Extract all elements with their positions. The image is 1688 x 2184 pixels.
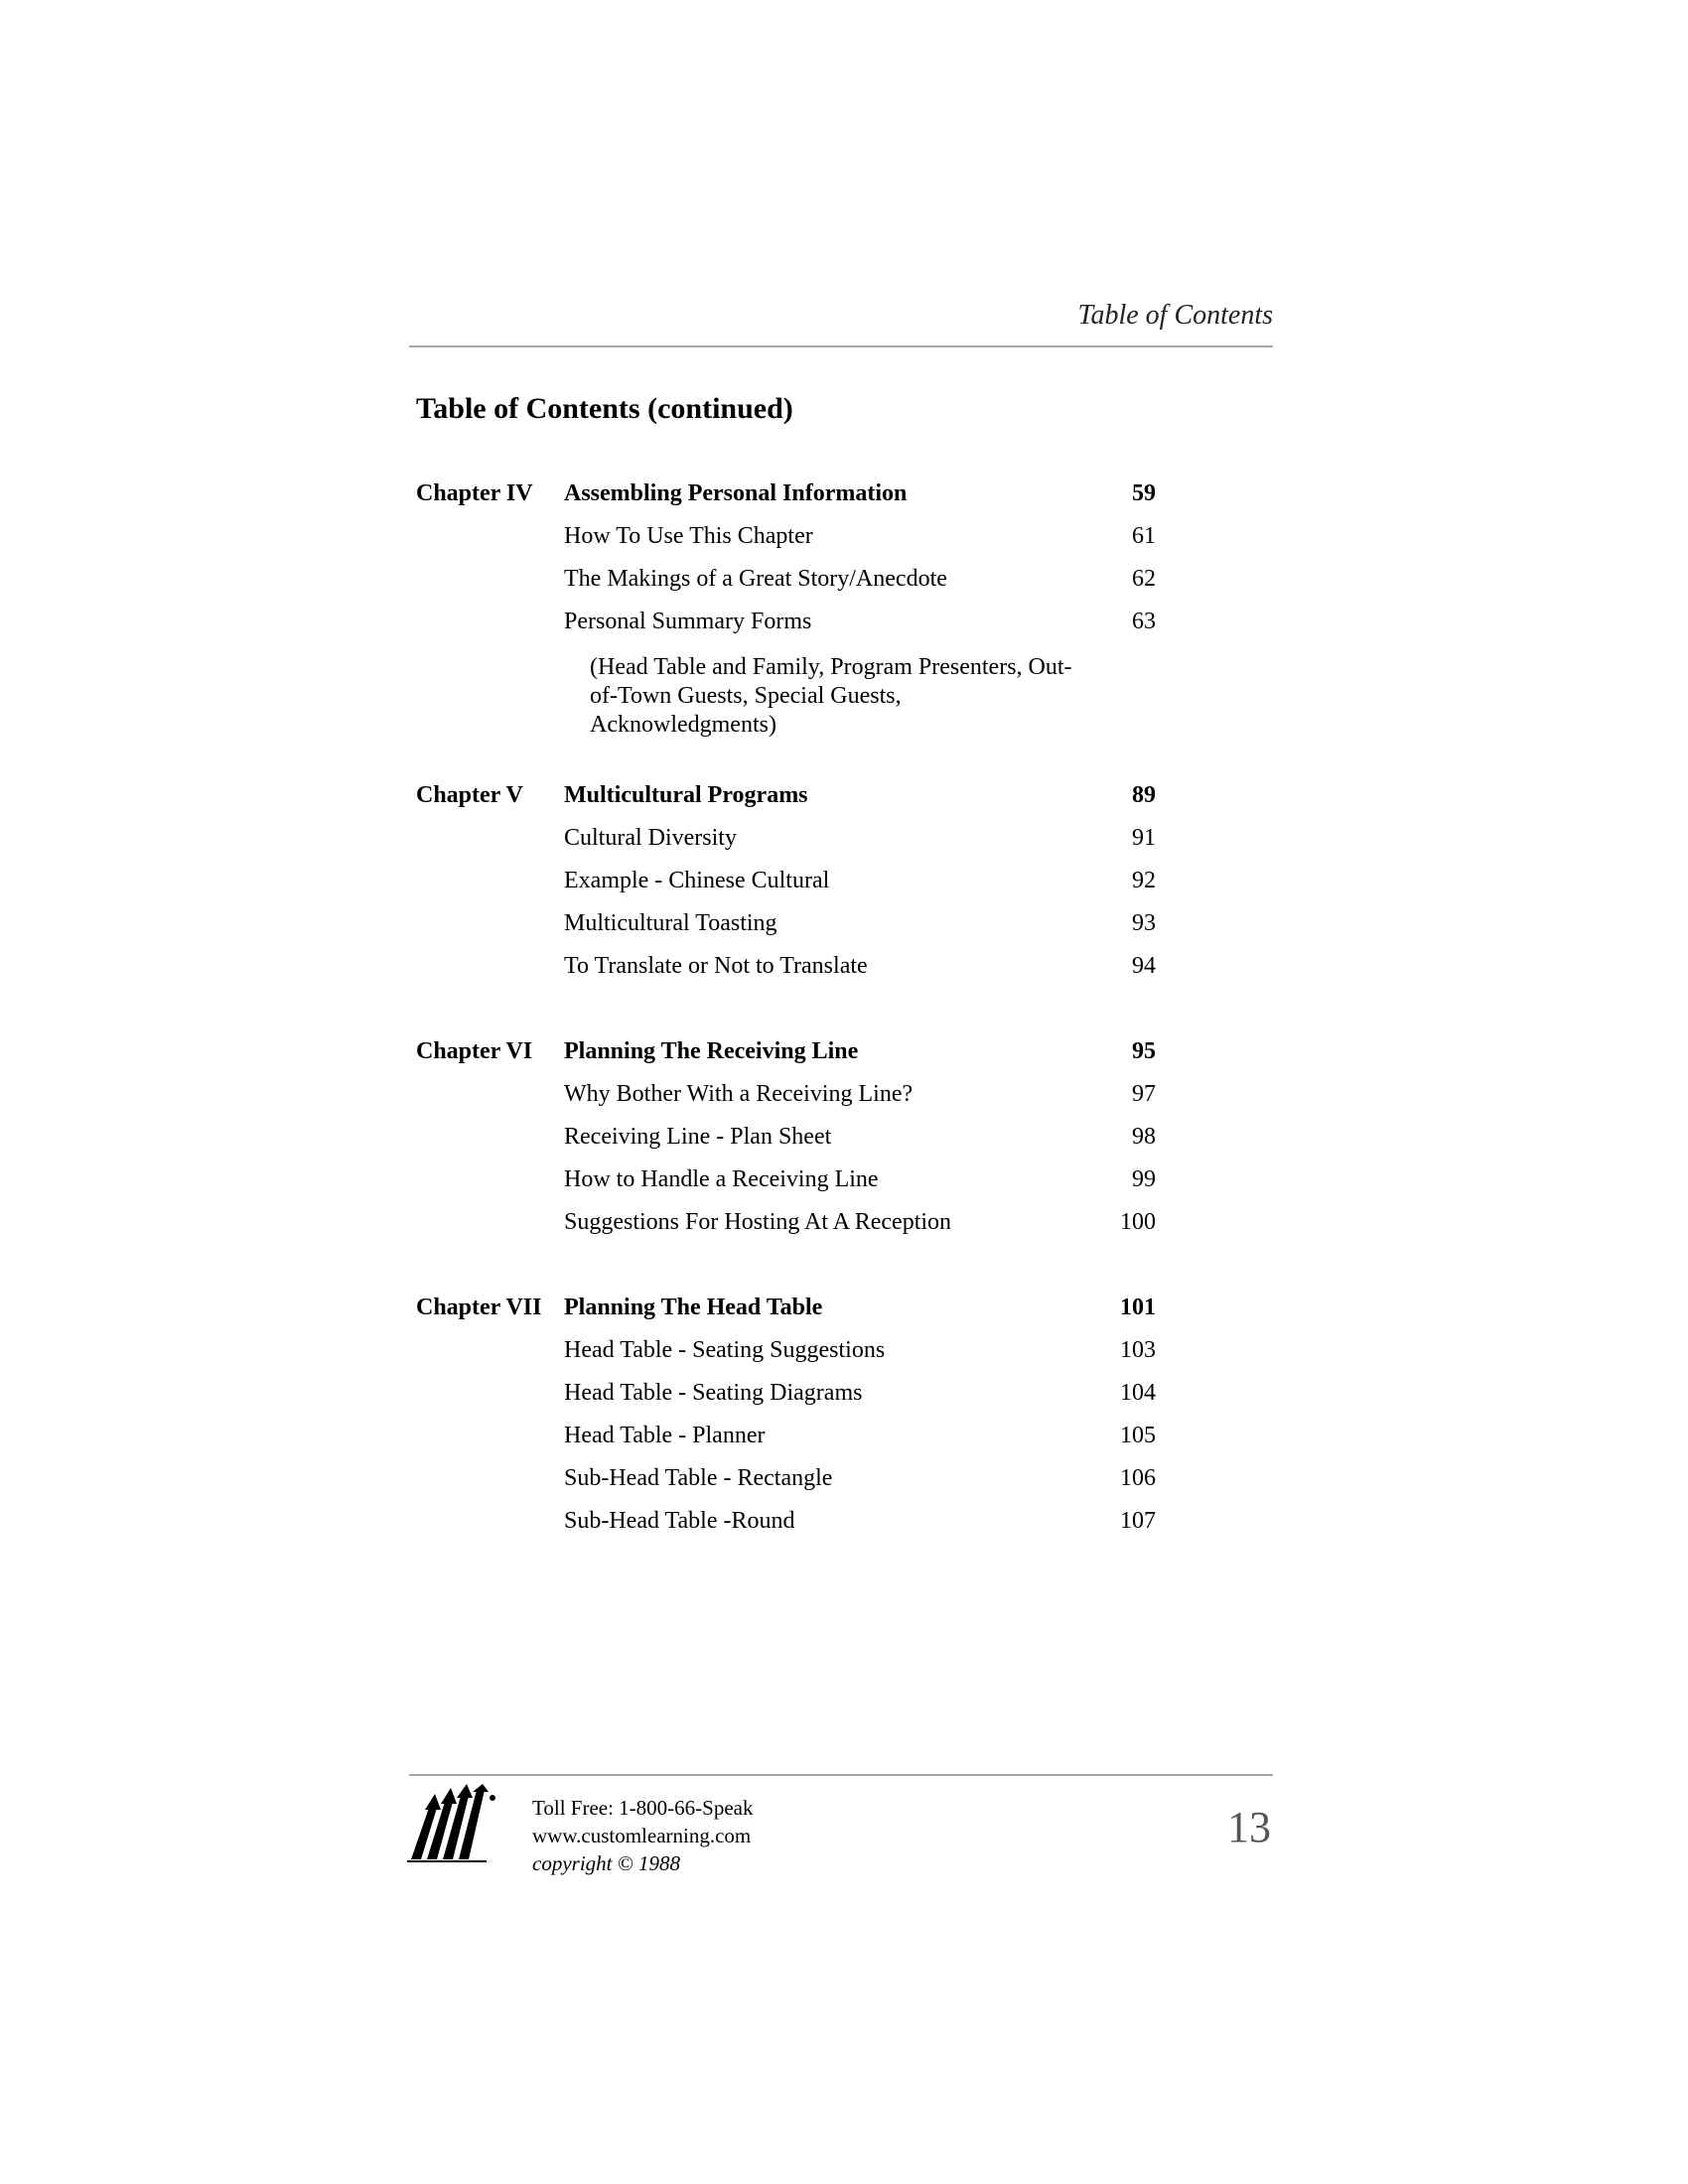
toc-entry[interactable] — [416, 566, 1156, 609]
chapter-heading-row[interactable] — [416, 1295, 1156, 1337]
chapter-label: Chapter V — [416, 782, 523, 808]
footer-contact — [532, 1794, 753, 1877]
website-link[interactable]: www.customlearning.com — [532, 1824, 752, 1847]
chapter-title: Planning The Receiving Line — [564, 1038, 859, 1064]
entry-page: 104 — [1120, 1380, 1156, 1406]
toc-entry[interactable] — [416, 1081, 1156, 1124]
chapter-page: 59 — [1132, 480, 1156, 506]
entry-title: To Translate or Not to Translate — [564, 953, 868, 979]
toc-entry[interactable] — [416, 609, 1156, 651]
entry-title: Cultural Diversity — [564, 825, 737, 851]
entry-page: 103 — [1120, 1337, 1156, 1363]
chapter-v — [416, 782, 1156, 996]
copyright: copyright © 1988 — [532, 1851, 680, 1875]
entry-note: (Head Table and Family, Program Presenters, Out-of-Town Guests, Special Guests, Acknowledgments) — [590, 654, 1072, 738]
entry-page: 105 — [1120, 1423, 1156, 1448]
chapter-vi — [416, 1038, 1156, 1252]
entry-title: Head Table - Seating Suggestions — [564, 1337, 886, 1363]
entry-page: 106 — [1120, 1465, 1156, 1491]
chapter-heading-row[interactable] — [416, 782, 1156, 825]
entry-title: Multicultural Toasting — [564, 910, 777, 936]
toc-entry[interactable] — [416, 523, 1156, 566]
chapter-heading-row[interactable] — [416, 480, 1156, 523]
toc-entry[interactable] — [416, 868, 1156, 910]
entry-page: 97 — [1132, 1081, 1156, 1107]
toc-entry[interactable] — [416, 1209, 1156, 1252]
entry-page: 92 — [1132, 868, 1156, 893]
chapter-page: 95 — [1132, 1038, 1156, 1064]
toll-free: Toll Free: 1-800-66-Speak — [532, 1796, 754, 1820]
entry-page: 100 — [1120, 1209, 1156, 1235]
chapter-label: Chapter IV — [416, 480, 533, 506]
entry-page: 107 — [1120, 1508, 1156, 1534]
entry-title: Head Table - Planner — [564, 1423, 766, 1448]
toc-entry[interactable] — [416, 1465, 1156, 1508]
entry-title: How To Use This Chapter — [564, 523, 813, 549]
entry-page: 94 — [1132, 953, 1156, 979]
toc-entry[interactable] — [416, 953, 1156, 996]
chapter-title: Planning The Head Table — [564, 1295, 823, 1320]
page-title: Table of Contents (continued) — [416, 392, 793, 425]
entry-title: Suggestions For Hosting At A Reception — [564, 1209, 952, 1235]
entry-page: 63 — [1132, 609, 1156, 634]
table-of-contents — [416, 480, 1156, 1593]
toc-entry[interactable] — [416, 1508, 1156, 1551]
entry-page: 62 — [1132, 566, 1156, 592]
entry-title: Why Bother With a Receiving Line? — [564, 1081, 914, 1107]
entry-title: Head Table - Seating Diagrams — [564, 1380, 863, 1406]
running-header: Table of Contents — [1077, 300, 1273, 331]
entry-page: 61 — [1132, 523, 1156, 549]
toc-entry[interactable] — [416, 1166, 1156, 1209]
toc-entry[interactable] — [416, 1337, 1156, 1380]
entry-title: Receiving Line - Plan Sheet — [564, 1124, 832, 1150]
header-divider — [409, 345, 1273, 347]
arrows-logo-icon — [407, 1784, 526, 1863]
entry-page: 99 — [1132, 1166, 1156, 1192]
entry-page: 91 — [1132, 825, 1156, 851]
page-number: 13 — [1227, 1803, 1271, 1851]
entry-title: Personal Summary Forms — [564, 609, 812, 634]
entry-title: Sub-Head Table - Rectangle — [564, 1465, 833, 1491]
toc-entry[interactable] — [416, 1380, 1156, 1423]
chapter-vii — [416, 1295, 1156, 1551]
chapter-page: 89 — [1132, 782, 1156, 808]
chapter-heading-row[interactable] — [416, 1038, 1156, 1081]
chapter-title: Multicultural Programs — [564, 782, 808, 808]
toc-entry[interactable] — [416, 910, 1156, 953]
chapter-title: Assembling Personal Information — [564, 480, 908, 506]
entry-title: The Makings of a Great Story/Anecdote — [564, 566, 947, 592]
entry-title: How to Handle a Receiving Line — [564, 1166, 879, 1192]
chapter-label: Chapter VI — [416, 1038, 533, 1064]
entry-page: 98 — [1132, 1124, 1156, 1150]
footer-divider — [409, 1774, 1273, 1776]
toc-entry[interactable] — [416, 1124, 1156, 1166]
toc-entry[interactable] — [416, 1423, 1156, 1465]
entry-page: 93 — [1132, 910, 1156, 936]
entry-title: Sub-Head Table -Round — [564, 1508, 795, 1534]
entry-title: Example - Chinese Cultural — [564, 868, 830, 893]
toc-entry[interactable] — [416, 825, 1156, 868]
chapter-label: Chapter VII — [416, 1295, 542, 1320]
chapter-iv — [416, 480, 1156, 740]
chapter-page: 101 — [1120, 1295, 1156, 1320]
